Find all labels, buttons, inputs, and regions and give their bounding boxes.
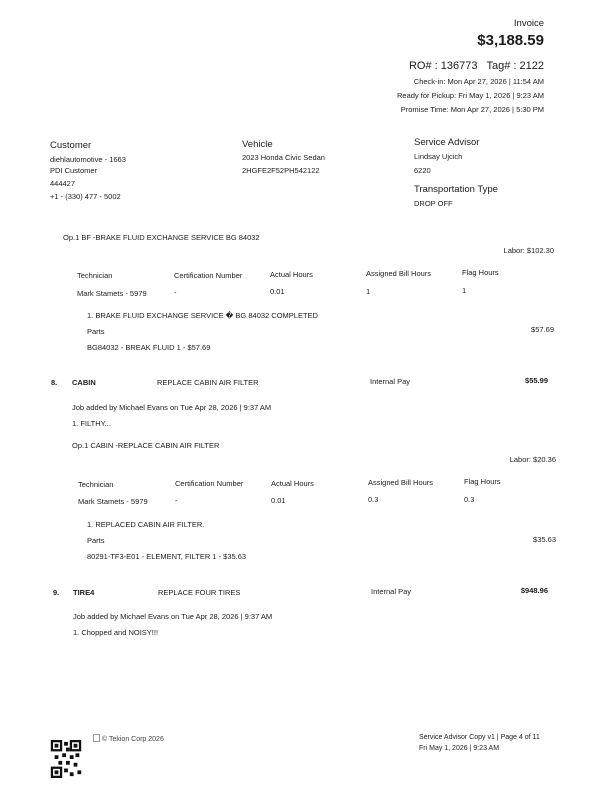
col-flag-2: Flag Hours <box>464 477 501 486</box>
qr-code <box>50 740 82 778</box>
job8-labor: Labor: $20.36 <box>509 455 556 464</box>
bf-part: BG84032 - BREAK FLUID 1 - $57.69 <box>87 343 211 352</box>
job8-cert: - <box>175 496 178 505</box>
customer-line1: diehlautomotive - 1663 <box>50 155 126 164</box>
op-bf-labor: Labor: $102.30 <box>503 246 554 255</box>
col-flag: Flag Hours <box>462 268 499 277</box>
bf-parts-total: $57.69 <box>531 325 554 334</box>
footer-corp <box>93 734 164 743</box>
tag-number: 2122 <box>519 60 544 72</box>
bf-tech: Mark Stamets - 5979 <box>77 289 147 298</box>
col-technician-2: Technician <box>78 480 114 489</box>
job8-parts-total: $35.63 <box>533 535 556 544</box>
job8-part: 80291-TF3-E01 - ELEMENT, FILTER 1 - $35.63 <box>87 552 247 561</box>
job8-number: 8. <box>51 378 58 387</box>
transport-title: Transportation Type <box>414 184 498 195</box>
advisor-id: 6220 <box>414 166 431 175</box>
job9-pay: Internal Pay <box>371 587 412 596</box>
col-cert-2: Certification Number <box>175 479 244 488</box>
job8-flag: 0.3 <box>464 495 475 504</box>
job8-added: Job added by Michael Evans on Tue Apr 28, 2026 | 9:37 AM <box>72 403 272 412</box>
footer-date: Fri May 1, 2026 | 9:23 AM <box>419 745 500 752</box>
job8-parts-label: Parts <box>87 536 105 545</box>
job8-op-title: Op.1 CABIN -REPLACE CABIN AIR FILTER <box>72 441 220 450</box>
job8-assigned: 0.3 <box>368 495 379 504</box>
job8-tech-note: 1. REPLACED CABIN AIR FILTER. <box>87 520 205 529</box>
job8-pay: Internal Pay <box>370 377 411 386</box>
ro-label: RO# : <box>408 60 438 72</box>
advisor-title: Service Advisor <box>414 137 480 148</box>
bf-cert: - <box>174 288 177 297</box>
op-bf-title: Op.1 BF -BRAKE FLUID EXCHANGE SERVICE BG 84032 <box>63 233 260 242</box>
bf-parts-label: Parts <box>87 327 105 336</box>
col-assigned: Assigned Bill Hours <box>366 269 432 278</box>
ro-tag-line <box>409 60 544 72</box>
ready-time: Ready for Pickup: Fri May 1, 2026 | 9:23 AM <box>396 91 544 100</box>
job9-added: Job added by Michael Evans on Tue Apr 28, 2026 | 9:37 AM <box>73 612 273 621</box>
col-cert: Certification Number <box>174 271 243 280</box>
checkin-time: Check-in: Mon Apr 27, 2026 | 11:54 AM <box>413 77 544 86</box>
job8-actual: 0.01 <box>271 496 286 505</box>
customer-line2: PDI Customer <box>50 166 98 175</box>
job9-code: TIRE4 <box>73 588 95 597</box>
job8-amount: $55.99 <box>525 376 548 385</box>
bf-note: 1. BRAKE FLUID EXCHANGE SERVICE � BG 84032 COMPLETED <box>87 311 318 320</box>
job8-note: 1. FILTHY... <box>72 419 111 428</box>
footer-copy: Service Advisor Copy v1 | Page 4 of 11 <box>419 734 540 741</box>
bf-assigned: 1 <box>366 287 371 296</box>
page-icon <box>93 734 100 742</box>
col-technician: Technician <box>77 271 113 280</box>
job9-amount: $948.96 <box>520 586 548 595</box>
job9-number: 9. <box>53 588 60 597</box>
job8-tech: Mark Stamets - 5979 <box>78 497 148 506</box>
col-assigned-2: Assigned Bill Hours <box>368 478 434 487</box>
customer-line3: 444427 <box>50 179 76 188</box>
job8-desc: REPLACE CABIN AIR FILTER <box>157 378 259 387</box>
tag-label: Tag# : <box>486 60 517 72</box>
promise-time: Promise Time: Mon Apr 27, 2026 | 5:30 PM <box>400 105 544 114</box>
col-actual: Actual Hours <box>270 270 313 279</box>
transport-type: DROP OFF <box>414 199 453 208</box>
vehicle-title: Vehicle <box>242 139 273 150</box>
vehicle-model: 2023 Honda Civic Sedan <box>242 153 325 162</box>
job9-note: 1. Chopped and NOISY!!! <box>73 628 159 637</box>
col-actual-2: Actual Hours <box>271 479 314 488</box>
document-type: Invoice <box>513 18 544 29</box>
footer-corp-text: © Tekion Corp 2026 <box>102 736 164 743</box>
ro-number: 136773 <box>440 60 478 72</box>
job9-desc: REPLACE FOUR TIRES <box>158 588 241 597</box>
vehicle-vin: 2HGFE2F52PH542122 <box>242 166 320 175</box>
advisor-name: Lindsay Ujcich <box>414 152 463 161</box>
job8-code: CABIN <box>72 378 96 387</box>
customer-phone: +1 - (330) 477 - 5002 <box>50 192 121 201</box>
invoice-total: $3,188.59 <box>477 32 544 49</box>
bf-flag: 1 <box>462 286 467 295</box>
customer-title: Customer <box>50 140 92 151</box>
bf-actual: 0.01 <box>270 287 285 296</box>
